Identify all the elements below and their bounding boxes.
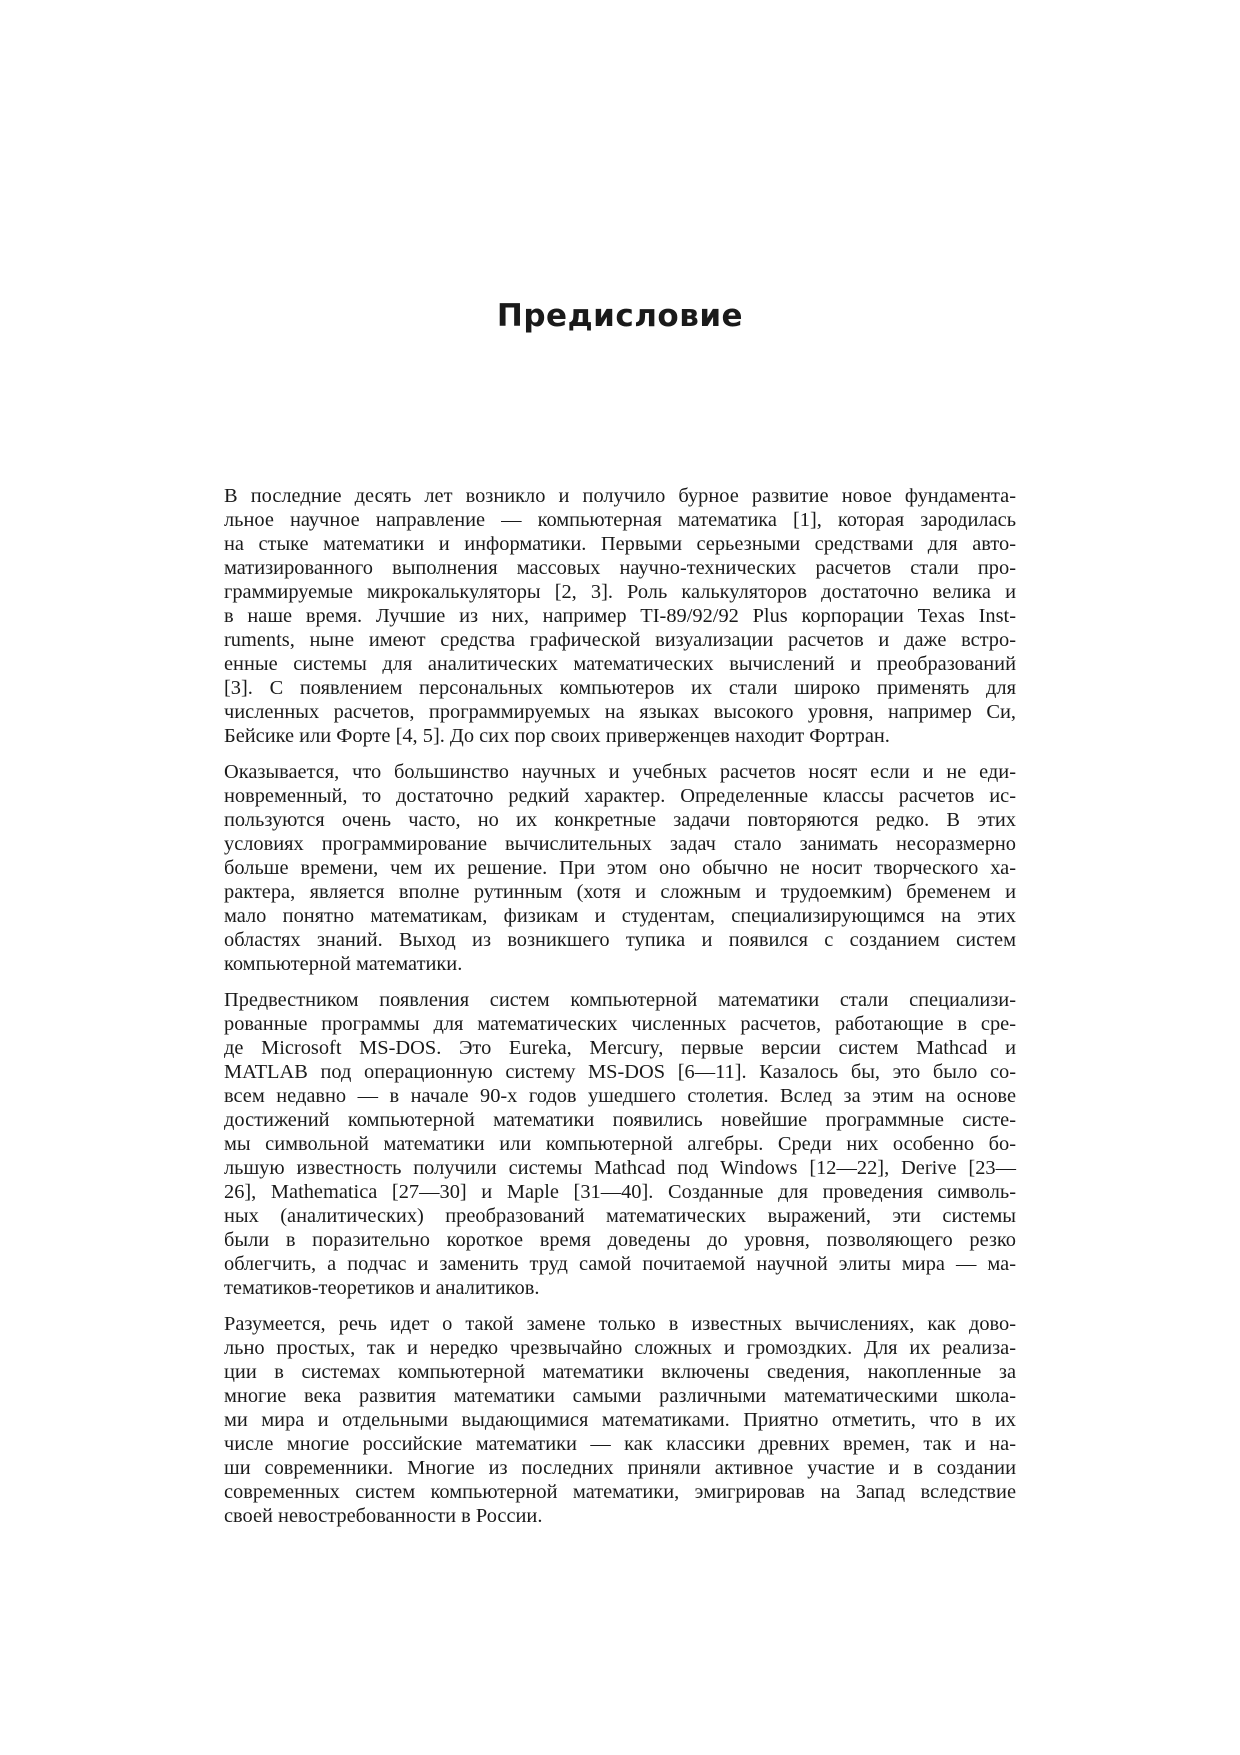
text-line: 26], Mathematica [27—30] и Maple [31—40]. Созданные для проведения символь- (224, 1181, 1016, 1203)
text-line: ruments, ныне имеют средства графической визуализации расчетов и даже встро- (224, 629, 1016, 651)
text-line: мало понятно математикам, физикам и студентам, специализирующимся на этих (224, 905, 1016, 927)
text-line: условиях программирование вычислительных задач стало занимать несоразмерно (224, 833, 1016, 855)
text-line: льное научное направление — компьютерная математика [1], которая зародилась (224, 509, 1016, 531)
text-line: в наше время. Лучшие из них, например TI-89/92/92 Plus корпорации Texas Inst- (224, 605, 1016, 627)
text-line: многие века развития математики самыми различными математическими школа- (224, 1385, 1016, 1407)
text-line: компьютерной математики. (224, 953, 463, 975)
text-line: Разумеется, речь идет о такой замене только в известных вычислениях, как дово- (224, 1313, 1016, 1335)
paragraph (224, 484, 1016, 748)
text-line: тематиков-теоретиков и аналитиков. (224, 1277, 540, 1299)
text-line: В последние десять лет возникло и получило бурное развитие новое фундамента- (224, 485, 1016, 507)
text-line: новременный, то достаточно редкий характер. Определенные классы расчетов ис- (224, 785, 1016, 807)
text-line: пользуются очень часто, но их конкретные задачи повторяются редко. В этих (224, 809, 1016, 831)
paragraph (224, 988, 1016, 1300)
text-line: Оказывается, что большинство научных и учебных расчетов носят если и не еди- (224, 761, 1016, 783)
text-line: ных (аналитических) преобразований математических выражений, эти системы (224, 1205, 1016, 1227)
text-line: областях знаний. Выход из возникшего тупика и появился с созданием систем (224, 929, 1016, 951)
text-line: льно простых, так и нередко чрезвычайно сложных и громоздких. Для их реализа- (224, 1337, 1016, 1359)
text-line: рактера, является вполне рутинным (хотя и сложным и трудоемким) бременем и (224, 881, 1016, 903)
text-line: рованные программы для математических численных расчетов, работающие в сре- (224, 1013, 1016, 1035)
text-line: всем недавно — в начале 90-х годов ушедшего столетия. Вслед за этим на основе (224, 1085, 1016, 1107)
text-line: Предвестником появления систем компьютерной математики стали специализи- (224, 989, 1016, 1011)
text-line: на стыке математики и информатики. Первыми серьезными средствами для авто- (224, 533, 1016, 555)
text-line: достижений компьютерной математики появились новейшие программные систе- (224, 1109, 1016, 1131)
text-line: были в поразительно короткое время доведены до уровня, позволяющего резко (224, 1229, 1016, 1251)
text-line: числе многие российские математики — как классики древних времен, так и на- (224, 1433, 1016, 1455)
text-line: енные системы для аналитических математических вычислений и преобразований (224, 653, 1016, 675)
paragraph (224, 760, 1016, 976)
body-text (224, 484, 1016, 1540)
text-line: Бейсике или Форте [4, 5]. До сих пор своих приверженцев находит Фортран. (224, 725, 890, 747)
text-line: де Microsoft MS-DOS. Это Eureka, Mercury, первые версии систем Mathcad и (224, 1037, 1016, 1059)
text-line: численных расчетов, программируемых на языках высокого уровня, например Си, (224, 701, 1016, 723)
text-line: ми мира и отдельными выдающимися математиками. Приятно отметить, что в их (224, 1409, 1016, 1431)
text-line: льшую известность получили системы Mathcad под Windows [12—22], Derive [23— (224, 1157, 1016, 1179)
text-line: матизированного выполнения массовых научно-технических расчетов стали про- (224, 557, 1016, 579)
text-line: современных систем компьютерной математики, эмигрировав на Запад вследствие (224, 1481, 1016, 1503)
text-line: мы символьной математики или компьютерной алгебры. Среди них особенно бо- (224, 1133, 1016, 1155)
text-line: MATLAB под операционную систему MS-DOS [6—11]. Казалось бы, это было со- (224, 1061, 1016, 1083)
text-line: ши современники. Многие из последних приняли активное участие и в создании (224, 1457, 1016, 1479)
text-line: больше времени, чем их решение. При этом оно обычно не носит творческого ха- (224, 857, 1016, 879)
page-title: Предисловие (496, 298, 744, 334)
paragraph (224, 1312, 1016, 1528)
text-line: граммируемые микрокалькуляторы [2, 3]. Роль калькуляторов достаточно велика и (224, 581, 1016, 603)
text-line: ции в системах компьютерной математики включены сведения, накопленные за (224, 1361, 1016, 1383)
text-line: своей невостребованности в России. (224, 1505, 543, 1527)
text-line: облегчить, а подчас и заменить труд самой почитаемой научной элиты мира — ма- (224, 1253, 1016, 1275)
text-line: [3]. С появлением персональных компьютеров их стали широко применять для (224, 677, 1016, 699)
